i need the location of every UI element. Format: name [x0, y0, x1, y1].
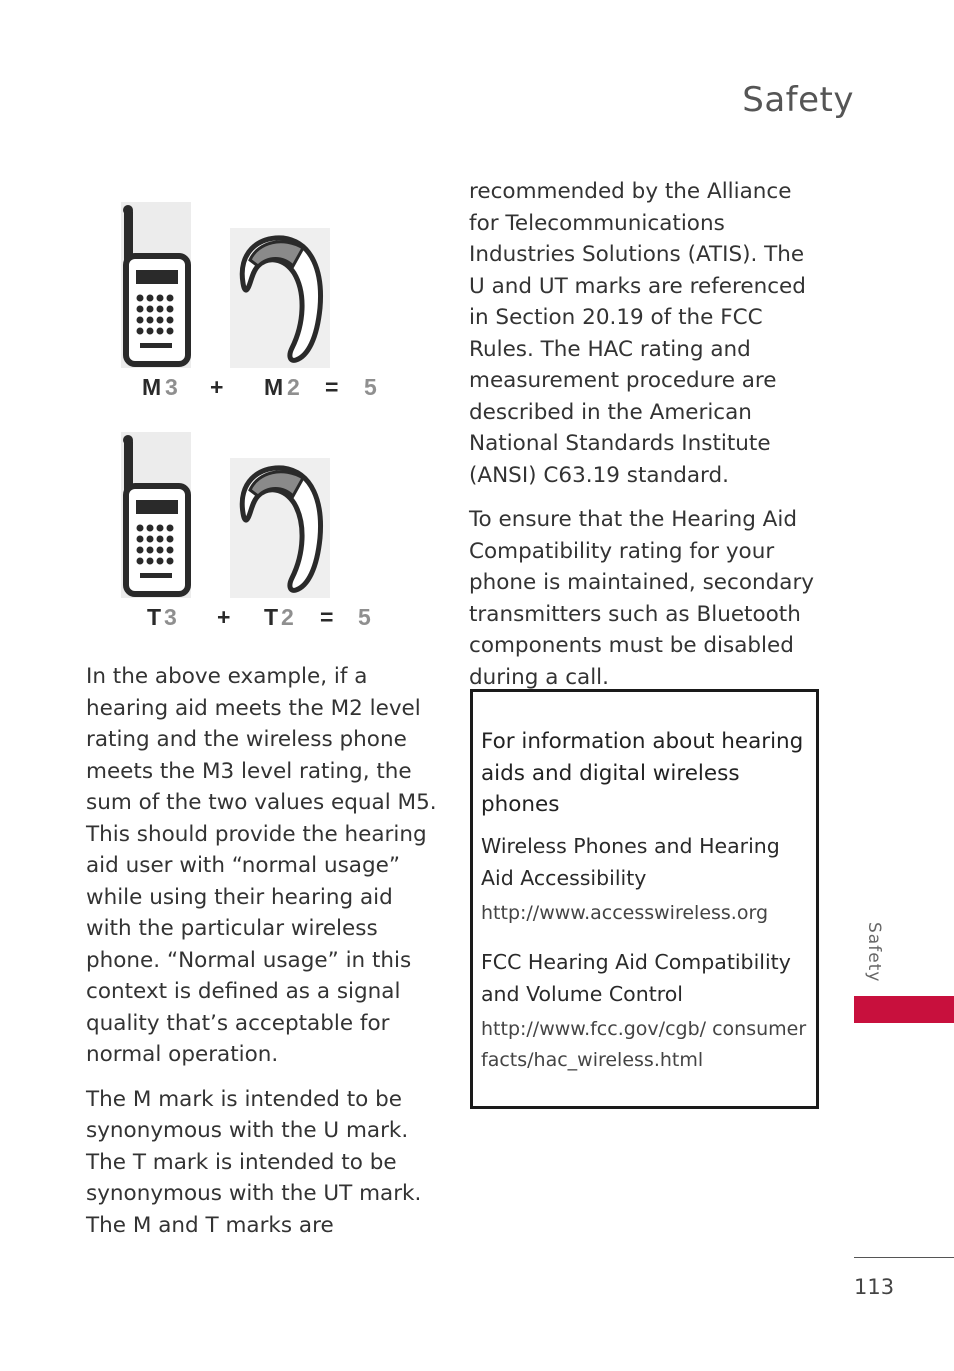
result-number: 5 [358, 604, 371, 630]
resource-title: FCC Hearing Aid Compatibility and Volume Control [481, 950, 791, 1006]
info-box-heading: For information about hearing aids and digital wireless phones [481, 729, 804, 817]
section-side-label: Safety [864, 922, 884, 983]
equals-sign: = [320, 604, 334, 630]
plus-sign: + [210, 374, 224, 400]
phone-rating-number: 3 [165, 374, 178, 400]
hearing-aid-info-box [470, 689, 819, 1109]
equals-sign: = [325, 374, 339, 400]
paragraph: To ensure that the Hearing Aid Compatibility rating for your phone is maintained, secondary transmitters such as Bluetooth components must be disabled during a call. [469, 507, 815, 690]
phone-and-hearing-aid-illustration [118, 198, 418, 370]
right-body-text [469, 176, 821, 706]
paragraph: In the above example, if a hearing aid meets the M2 level rating and the wireless phone meets the M3 level rating, the sum of the two values equal M5. This should provide the hearing aid user with “normal usage” while using their hearing aid with the particular wireless phone. “Normal usage” in this context is defined as a signal quality that’s acceptable for normal operation. [86, 664, 437, 1067]
phone-rating-letter: T [147, 604, 162, 630]
hearing-aid-rating-letter: M [264, 374, 284, 400]
paragraph: The M mark is intended to be synonymous with the U mark. The T mark is intended to be synonymous with the UT mark. The M and T marks are [86, 1086, 422, 1238]
hearing-aid-rating-number: 2 [287, 374, 300, 400]
resource-title: Wireless Phones and Hearing Aid Accessibility [481, 833, 780, 890]
hac-t-rating-figure [118, 428, 418, 643]
phone-rating-number: 3 [164, 604, 177, 630]
footer-divider [854, 1257, 954, 1258]
t-rating-equation [118, 604, 418, 644]
left-body-text [86, 661, 438, 1254]
resource-link[interactable]: http://www.fcc.gov/cgb/ consumerfacts/hac_wireless.html [481, 1018, 807, 1071]
page-title: Safety [742, 80, 854, 120]
phone-rating-letter: M [142, 374, 162, 400]
resource-link[interactable]: http://www.accesswireless.org [481, 901, 769, 924]
paragraph: recommended by the Alliance for Telecommunications Industries Solutions (ATIS). The U and UT marks are referenced in Section 20.19 of the FCC Rules. The HAC rating and measurement procedure are described in the American National Standards Institute (ANSI) C63.19 standard. [469, 179, 806, 488]
phone-and-hearing-aid-illustration [118, 428, 418, 600]
section-tab-marker [854, 996, 954, 1023]
hearing-aid-rating-number: 2 [281, 604, 294, 630]
hac-m-rating-figure [118, 198, 418, 413]
result-number: 5 [364, 374, 377, 400]
m-rating-equation [118, 374, 418, 414]
page-number: 113 [854, 1275, 895, 1299]
plus-sign: + [217, 604, 231, 630]
hearing-aid-rating-letter: T [264, 604, 279, 630]
